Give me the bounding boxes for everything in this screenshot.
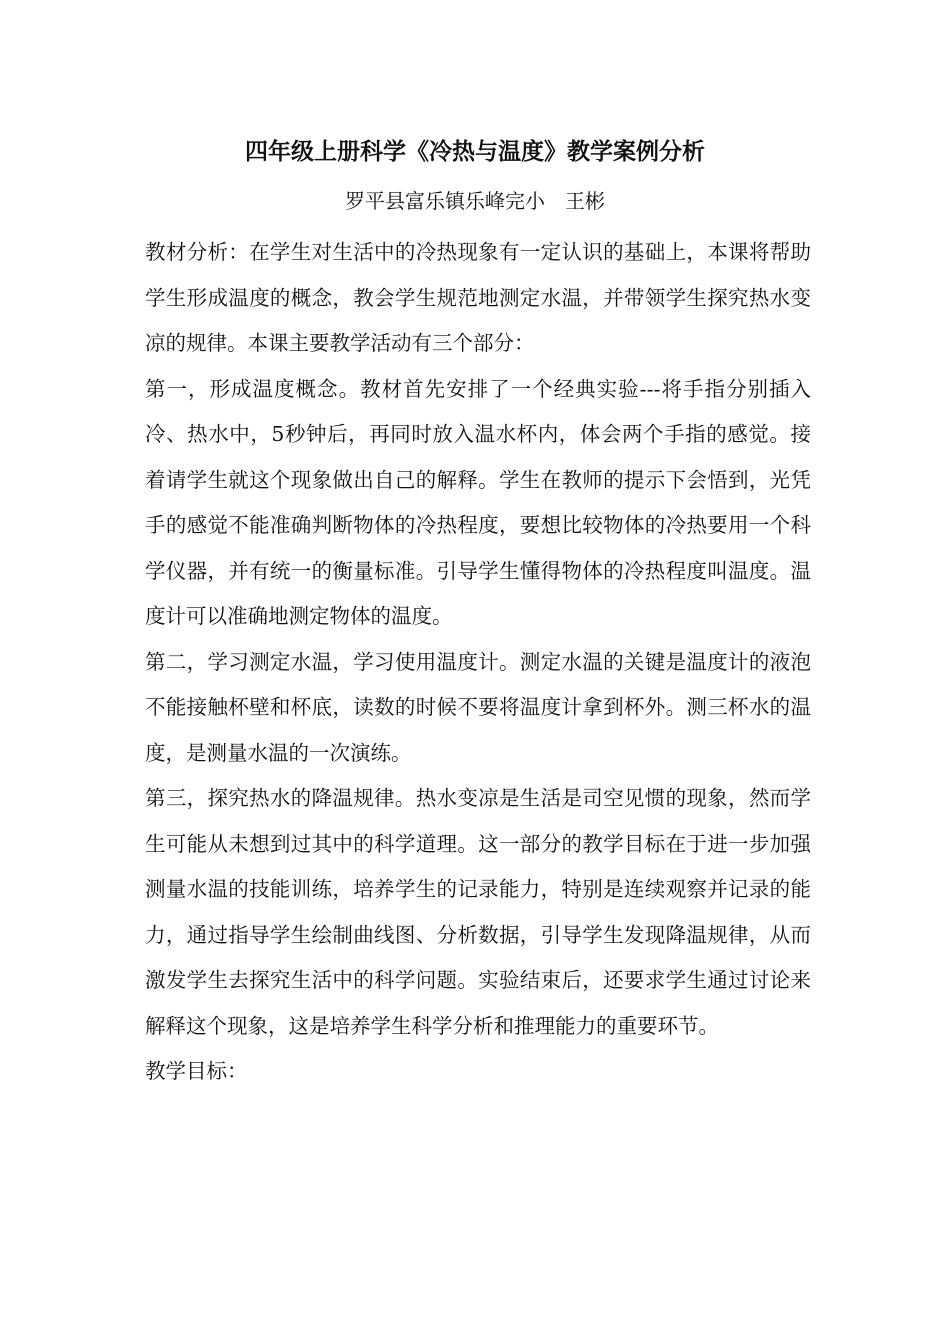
author-line: 罗平县富乐镇乐峰完小 王彬 — [345, 189, 605, 213]
paragraph-textbook-analysis: 教材分析：在学生对生活中的冷热现象有一定认识的基础上，本课将帮助学生形成温度的概念，教会学生规范地测定水温，并带领学生探究热水变凉的规律。本课主要教学活动有三个部分： — [145, 240, 811, 355]
paragraph-part-two: 第二，学习测定水温，学习使用温度计。测定水温的关键是温度计的液泡不能接触杯壁和杯底，读数的时候不要将温度计拿到杯外。测三杯水的温度，是测量水温的一次演练。 — [145, 649, 811, 765]
paragraph-part-three: 第三，探究热水的降温规律。热水变凉是生活是司空见惯的现象，然而学生可能从未想到过其中的科学道理。这一部分的教学目标在于进一步加强测量水温的技能训练，培养学生的记录能力，特别是连续观察并记录的能力，通过指导学生绘制曲线图、分析数据，引导学生发现降温规律，从而激发学生去探究生活中的科学问题。实验结束后，还要求学生通过讨论来解释这个现象，这是培养学生科学分析和推理能力的重要环节。 — [145, 786, 811, 1038]
document-title: 四年级上册科学《冷热与温度》教学案例分析 — [245, 139, 705, 165]
paragraph-teaching-goals: 教学目标： — [145, 1059, 248, 1083]
document-body — [145, 230, 811, 1095]
paragraph-part-one: 第一，形成温度概念。教材首先安排了一个经典实验---将手指分别插入冷、热水中，5秒钟后，再同时放入温水杯内，体会两个手指的感觉。接着请学生就这个现象做出自己的解释。学生在教师的提示下会悟到，光凭手的感觉不能准确判断物体的冷热程度，要想比较物体的冷热要用一个科学仪器，并有统一的衡量标准。引导学生懂得物体的冷热程度叫温度。温度计可以准确地测定物体的温度。 — [145, 376, 811, 628]
